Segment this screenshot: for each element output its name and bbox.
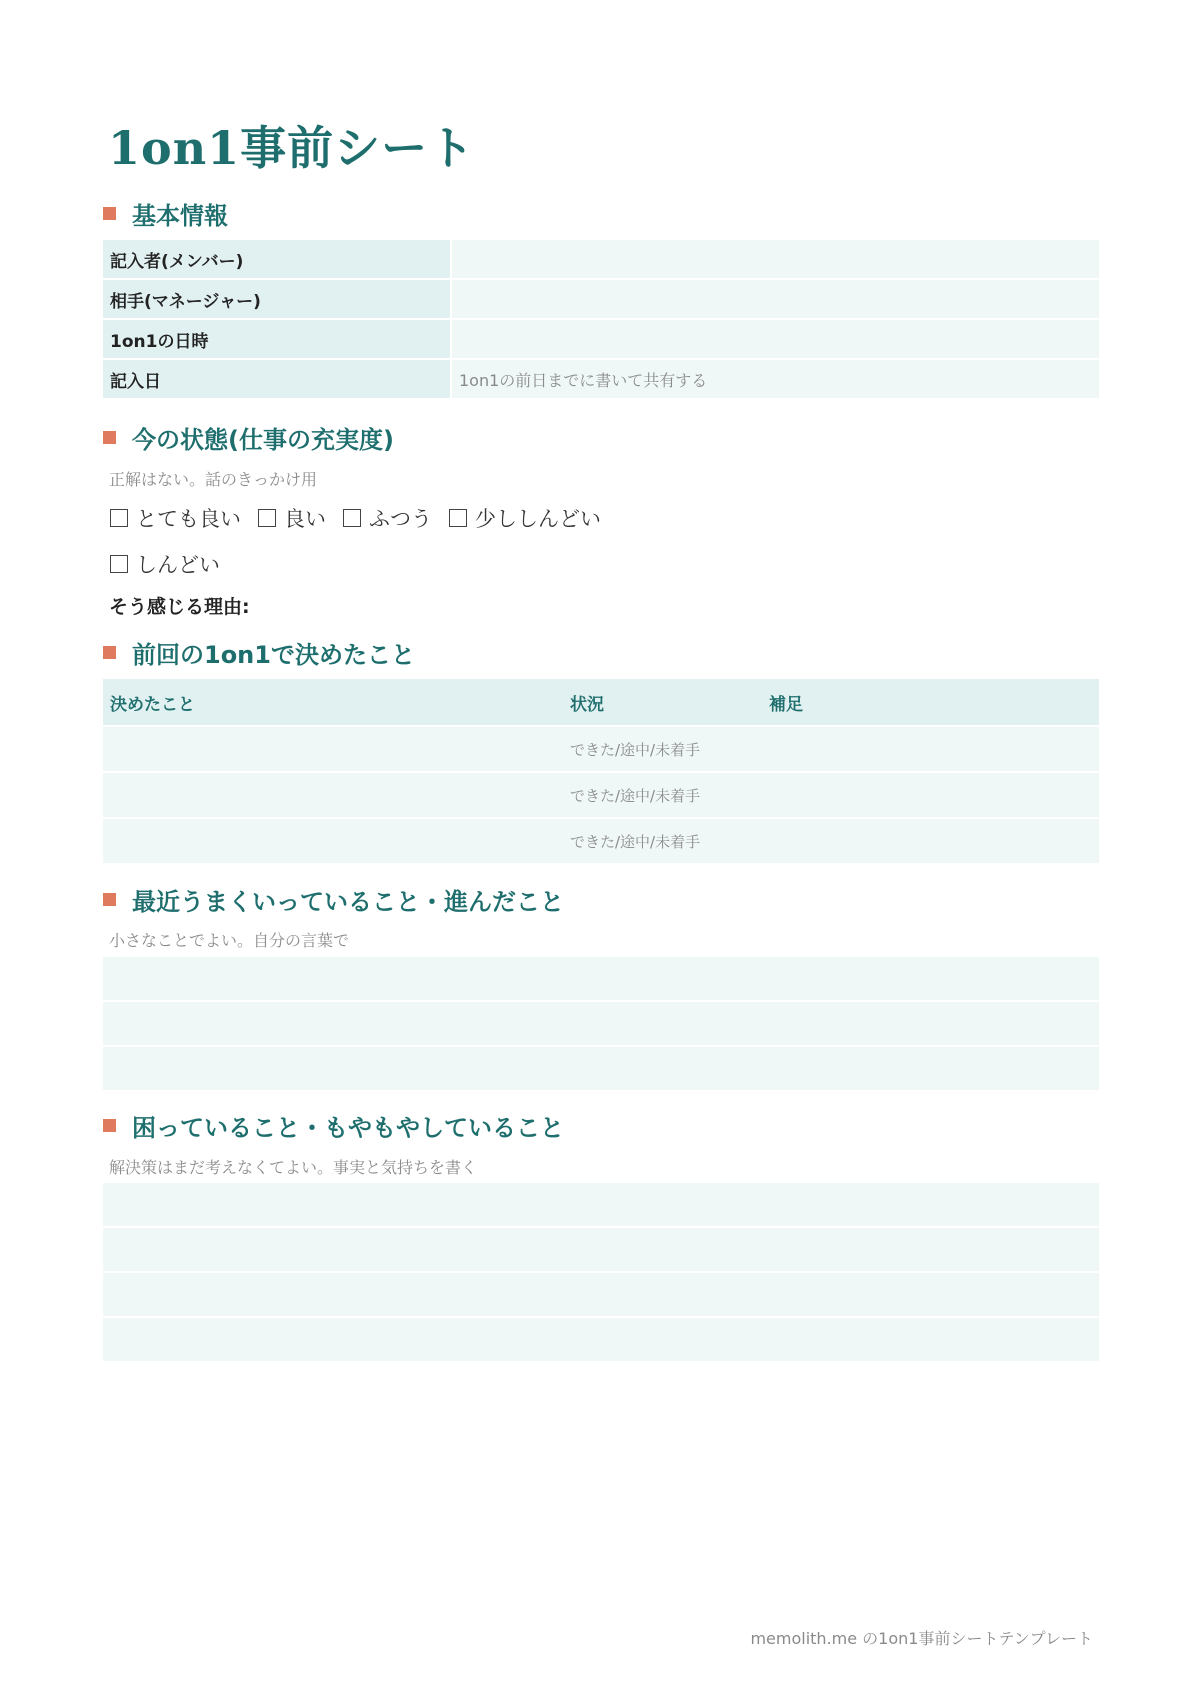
table-row [103, 819, 1099, 863]
table-row [103, 320, 1099, 358]
writing-line[interactable] [103, 1318, 1099, 1361]
checkbox-icon [258, 509, 276, 527]
section-heading-troubles [103, 1108, 564, 1143]
column-header-decision: 決めたこと [110, 694, 195, 715]
decisions-table [103, 679, 1099, 863]
footer-credit: memolith.me の1on1事前シートテンプレート [750, 1629, 1093, 1648]
row-label: 1on1の日時 [103, 320, 450, 358]
reason-label: そう感じる理由: [109, 596, 250, 618]
section-heading-basic-info [103, 196, 228, 231]
going-well-writing-area [103, 957, 1099, 1092]
status-cell[interactable]: できた/途中/未着手 [570, 786, 701, 805]
troubles-writing-area [103, 1183, 1099, 1363]
square-bullet-icon [103, 1119, 116, 1132]
section-note: 正解はない。話のきっかけ用 [109, 470, 318, 489]
checkbox-icon [110, 555, 128, 573]
state-options [110, 503, 618, 533]
row-value-field[interactable] [452, 240, 1099, 278]
table-row [103, 773, 1099, 817]
option-label: とても良い [136, 507, 241, 531]
checkbox-icon [343, 509, 361, 527]
option-label: 少ししんどい [475, 507, 601, 531]
basic-info-table [103, 240, 1099, 400]
status-cell[interactable]: できた/途中/未着手 [570, 740, 701, 759]
writing-line[interactable] [103, 1228, 1099, 1271]
square-bullet-icon [103, 431, 116, 444]
writing-line[interactable] [103, 1183, 1099, 1226]
column-header-note: 補足 [769, 694, 803, 715]
option-checkbox[interactable] [343, 503, 432, 533]
table-row [103, 240, 1099, 278]
row-label: 記入日 [103, 360, 450, 398]
option-label: ふつう [369, 507, 432, 531]
table-row [103, 360, 1099, 398]
option-checkbox[interactable] [110, 549, 220, 579]
section-heading-previous [103, 635, 415, 670]
option-label: 良い [284, 507, 326, 531]
writing-line[interactable] [103, 1047, 1099, 1090]
table-row [103, 727, 1099, 771]
square-bullet-icon [103, 893, 116, 906]
section-note: 解決策はまだ考えなくてよい。事実と気持ちを書く [109, 1158, 478, 1177]
writing-line[interactable] [103, 1273, 1099, 1316]
section-title: 最近うまくいっていること・進んだこと [132, 888, 564, 916]
writing-line[interactable] [103, 1002, 1099, 1045]
section-title: 基本情報 [132, 202, 228, 230]
column-header-status: 状況 [570, 694, 604, 715]
state-options-row-2 [110, 549, 237, 579]
row-value-field[interactable]: 1on1の前日までに書いて共有する [452, 360, 1099, 398]
row-value-field[interactable] [452, 280, 1099, 318]
table-header [103, 679, 1099, 725]
writing-line[interactable] [103, 957, 1099, 1000]
table-row [103, 280, 1099, 318]
row-label: 記入者(メンバー) [103, 240, 450, 278]
checkbox-icon [110, 509, 128, 527]
square-bullet-icon [103, 207, 116, 220]
section-heading-going-well [103, 882, 564, 917]
section-title: 今の状態(仕事の充実度) [132, 426, 394, 454]
row-label: 相手(マネージャー) [103, 280, 450, 318]
square-bullet-icon [103, 646, 116, 659]
option-label: しんどい [136, 553, 220, 577]
page-title: 1on1事前シート [108, 121, 476, 175]
status-cell[interactable]: できた/途中/未着手 [570, 832, 701, 851]
option-checkbox[interactable] [110, 503, 241, 533]
section-heading-current-state [103, 420, 394, 455]
option-checkbox[interactable] [449, 503, 601, 533]
section-title: 困っていること・もやもやしていること [132, 1114, 564, 1142]
option-checkbox[interactable] [258, 503, 326, 533]
section-note: 小さなことでよい。自分の言葉で [109, 931, 350, 950]
section-title: 前回の1on1で決めたこと [132, 641, 415, 669]
checkbox-icon [449, 509, 467, 527]
row-value-field[interactable] [452, 320, 1099, 358]
